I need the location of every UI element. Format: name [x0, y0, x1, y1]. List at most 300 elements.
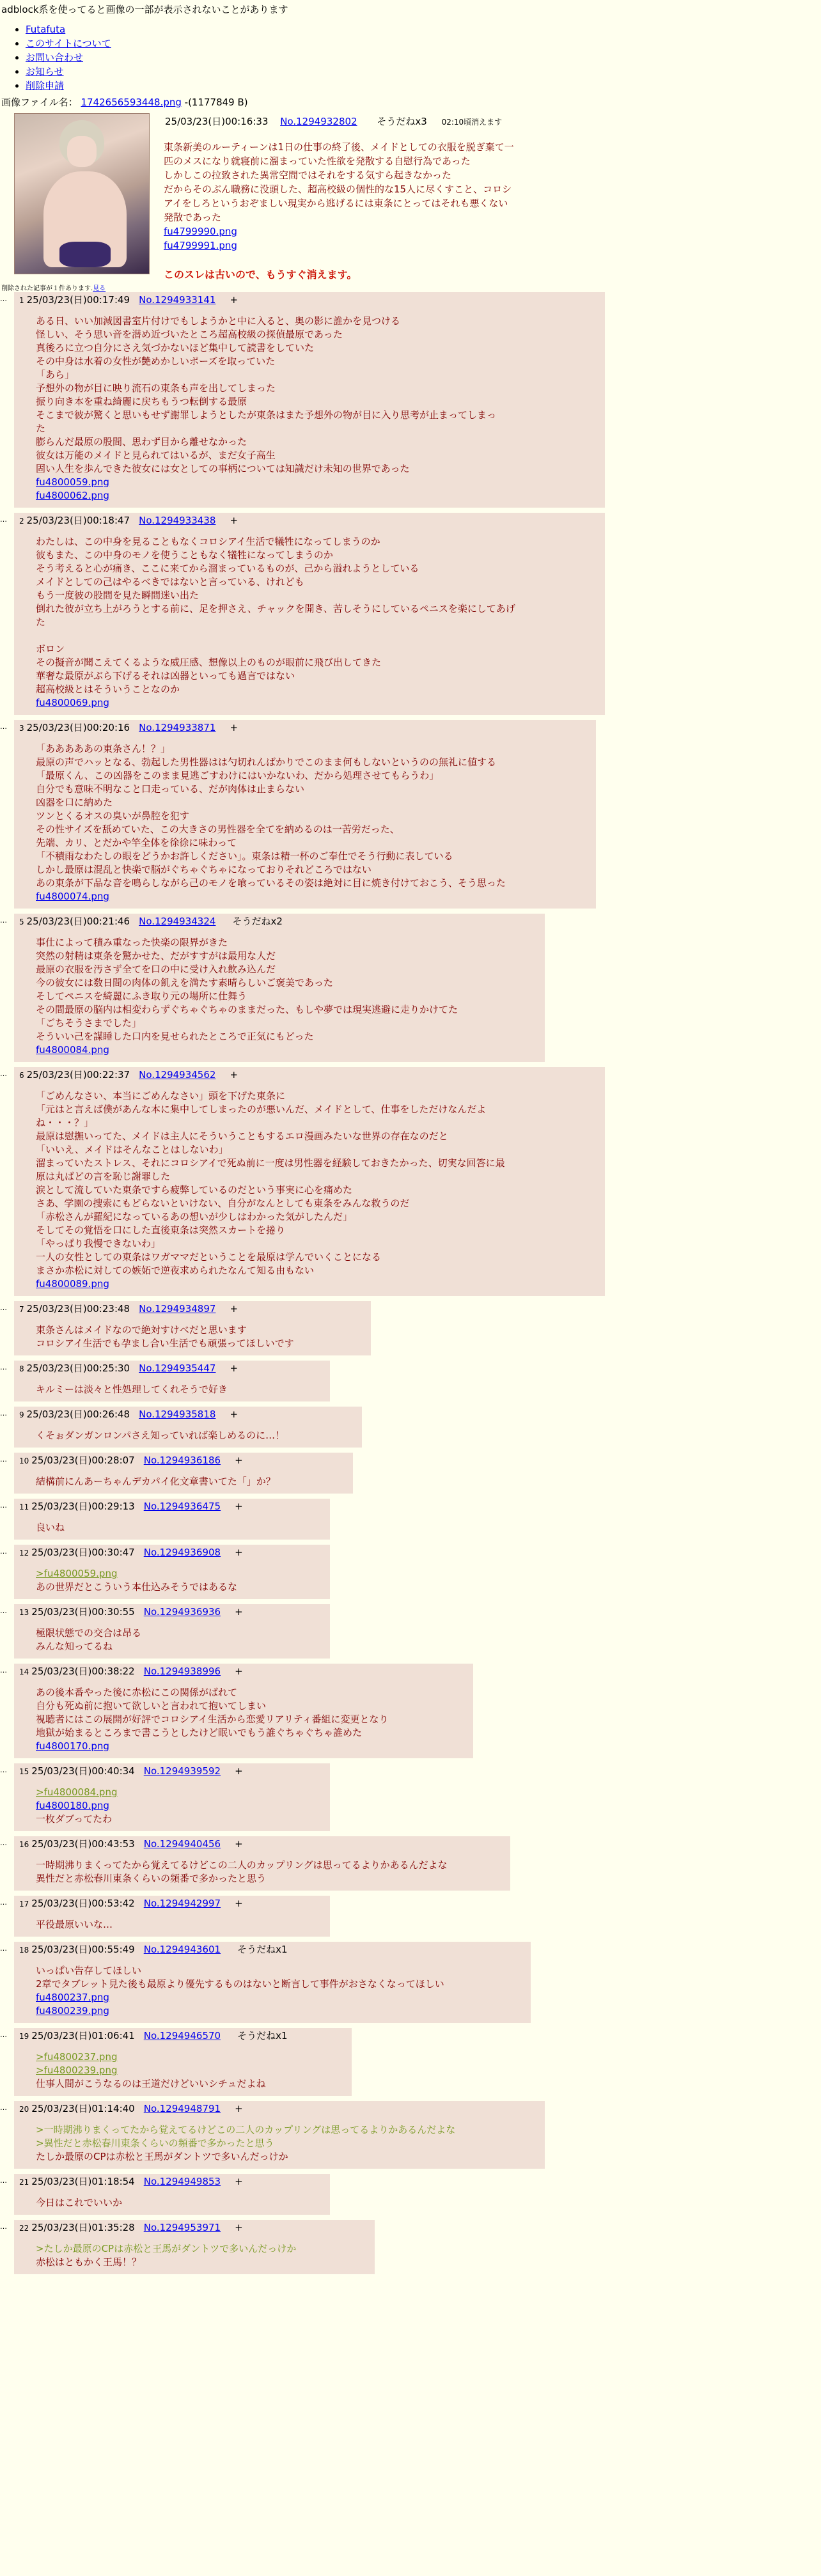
quoted-file-link[interactable]: >fu4800239.png — [36, 2065, 118, 2076]
reply-number-link[interactable]: No.1294936186 — [143, 1455, 221, 1466]
reply-number-link[interactable]: No.1294939592 — [143, 1765, 221, 1777]
reply-marker: … — [0, 515, 7, 524]
reply-body — [36, 1323, 364, 1350]
reply-header — [19, 2028, 345, 2044]
file-link[interactable]: fu4800084.png — [36, 1044, 109, 1056]
file-link[interactable]: fu4800180.png — [36, 1800, 109, 1811]
reply-date: 25/03/23(日)00:17:49 — [26, 294, 130, 306]
body-line: 事仕によって積み重なった快楽の限界がきた — [36, 937, 228, 948]
reply-index: 8 — [19, 1364, 24, 1373]
body-line: 「赤松さんが羅紀になっているあの想いが少しはわかった気がしたんだ」 — [36, 1211, 353, 1222]
reply-header — [19, 1545, 324, 1561]
body-line: その中身は水着の女性が艶めかしいポーズを取っていた — [36, 355, 276, 367]
reply-box — [14, 1067, 605, 1296]
sodane-plus-button[interactable]: + — [230, 1362, 238, 1374]
body-line: 彼もまた、この中身のモノを使うこともなく犠牲になってしまうのか — [36, 549, 333, 561]
reply-body — [36, 2050, 345, 2091]
reply-box — [14, 2220, 375, 2274]
reply-date: 25/03/23(日)01:14:40 — [31, 2103, 135, 2114]
reply-marker: … — [0, 2104, 7, 2112]
reply-marker: … — [0, 1409, 7, 1417]
reply-body — [36, 535, 598, 710]
reply-box — [14, 720, 596, 909]
reply-number-link[interactable]: No.1294946570 — [143, 2030, 221, 2041]
body-line: そういい己を謀睡した口内を見せられたところで正気にもどった — [36, 1031, 314, 1042]
reply-box — [14, 1499, 330, 1540]
reply-post — [0, 1664, 821, 1758]
reply-post — [0, 2101, 821, 2169]
body-line: 自分も死ぬ前に抱いて欲しいと言われて抱いてしまい — [36, 1700, 267, 1712]
quoted-file-link[interactable]: >fu4800059.png — [36, 1568, 118, 1579]
reply-number-link[interactable]: No.1294933141 — [139, 294, 216, 306]
reply-number-link[interactable]: No.1294934324 — [139, 916, 216, 927]
reply-box — [14, 1763, 330, 1831]
reply-number-link[interactable]: No.1294948791 — [143, 2103, 221, 2114]
reply-index: 2 — [19, 517, 24, 526]
file-link[interactable]: fu4800237.png — [36, 1992, 109, 2003]
reply-marker: … — [0, 2222, 7, 2231]
reply-box — [14, 2101, 545, 2169]
reply-index: 20 — [19, 2105, 29, 2114]
file-link[interactable]: fu4800170.png — [36, 1740, 109, 1752]
reply-header — [19, 1664, 467, 1680]
reply-header — [19, 1896, 324, 1912]
reply-header — [19, 1407, 356, 1423]
body-line: 「やっぱり我慢できないわ」 — [36, 1238, 161, 1249]
body-line: 一枚ダブってたわ — [36, 1813, 113, 1825]
reply-post — [0, 1545, 821, 1599]
file-link[interactable]: fu4800059.png — [36, 476, 109, 488]
reply-post — [0, 720, 821, 909]
reply-index: 21 — [19, 2178, 29, 2187]
reply-index: 7 — [19, 1305, 24, 1314]
reply-marker: … — [0, 1501, 7, 1510]
reply-body — [36, 2123, 538, 2164]
body-line: 異性だと赤松春川東条くらいの頻番で多かったと思う — [36, 1873, 267, 1884]
reply-header — [19, 292, 598, 308]
reply-post — [0, 1407, 821, 1448]
reply-header — [19, 1763, 324, 1779]
body-line: コロシアイ生活でも孕まし合い生活でも頑張ってほしいです — [36, 1338, 294, 1349]
reply-marker: … — [0, 1070, 7, 1078]
reply-marker: … — [0, 1839, 7, 1847]
reply-date: 25/03/23(日)00:29:13 — [31, 1501, 135, 1512]
reply-marker: … — [0, 2031, 7, 2039]
body-line: あの後本番やった後に赤松にこの関係がばれて — [36, 1687, 238, 1698]
body-line: ね・・・？」 — [36, 1117, 94, 1128]
reply-body — [36, 1686, 467, 1753]
adblock-note: adblock系を使ってると画像の一部が表示されないことがあります — [1, 4, 288, 15]
reply-index: 9 — [19, 1410, 24, 1419]
body-line: 凶器を口に納めた — [36, 797, 113, 808]
reply-sodane[interactable]: そうだねx2 — [232, 916, 283, 927]
reply-number-link[interactable]: No.1294936475 — [143, 1501, 221, 1512]
sodane-plus-button[interactable]: + — [230, 1409, 238, 1420]
body-line: 怪しい、そう思い音を潜め近づいたところ超高校級の探偵最原であった — [36, 329, 343, 340]
hidden-posts-note: 削除された記事が１件あります.見る — [1, 285, 106, 292]
body-line: 一人の女性としての東条はワガママだということを最原は学んでいくことになる — [36, 1251, 382, 1263]
reply-post — [0, 914, 821, 1062]
reply-box — [14, 1453, 353, 1494]
reply-date: 25/03/23(日)00:18:47 — [26, 515, 130, 526]
body-line: キルミーは淡々と性処理してくれそうで好き — [36, 1384, 228, 1395]
reply-header — [19, 1453, 347, 1469]
reply-post — [0, 2220, 821, 2274]
reply-index: 18 — [19, 1946, 29, 1955]
reply-index: 3 — [19, 724, 24, 733]
body-line: 今日はこれでいいか — [36, 2197, 123, 2208]
reply-index: 17 — [19, 1900, 29, 1909]
reply-date: 25/03/23(日)01:35:28 — [31, 2222, 135, 2233]
reply-marker: … — [0, 1363, 7, 1371]
reply-number-link[interactable]: No.1294949853 — [143, 2176, 221, 2187]
file-link[interactable]: fu4800062.png — [36, 490, 109, 501]
reply-number-link[interactable]: No.1294933438 — [139, 515, 216, 526]
file-link[interactable]: fu4800239.png — [36, 2005, 109, 2017]
body-line: 彼女は万能のメイドと見られてはいるが、まだ女子高生 — [36, 449, 276, 461]
quote-line: >異性だと赤松春川東条くらいの頻番で多かったと思う — [36, 2137, 274, 2149]
reply-date: 25/03/23(日)00:38:22 — [31, 1666, 135, 1677]
expire-warning: このスレは古いので、もうすぐ消えます。 — [164, 269, 357, 281]
reply-box — [14, 513, 605, 715]
reply-body — [36, 1627, 324, 1653]
reply-marker: … — [0, 1304, 7, 1312]
file-link[interactable]: fu4800069.png — [36, 697, 109, 708]
body-line: 地獄が始まるところまで書こうとしたけど眠いでもう誰ぐちゃぐちゃ誰めた — [36, 1727, 363, 1738]
nav-link-news[interactable]: お知らせ — [26, 66, 64, 77]
reply-body — [36, 936, 538, 1057]
op-number-link[interactable]: No.1294932802 — [280, 116, 357, 127]
reply-box — [14, 1604, 330, 1659]
reply-marker: … — [0, 1607, 7, 1615]
body-line: 極限状態での交合は昂る — [36, 1627, 142, 1639]
body-line: 膨らんだ最原の股間、思わず目から離せなかった — [36, 436, 247, 448]
reply-sodane[interactable]: そうだねx1 — [237, 1944, 288, 1955]
file-info — [0, 95, 821, 109]
reply-body — [36, 315, 598, 503]
reply-number-link[interactable]: No.1294934562 — [139, 1069, 216, 1081]
sodane-plus-button[interactable]: + — [230, 294, 238, 306]
body-line: 突然の射精は東条を驚かせた、だがすすがは最用な人だ — [36, 950, 276, 962]
sodane-plus-button[interactable]: + — [235, 2176, 243, 2187]
body-line: あの世界だとこういう本仕込みそうではあるな — [36, 1581, 238, 1593]
body-line: 先端、カリ、とだかや竿全体を徐徐に味わって — [36, 837, 237, 848]
reply-marker: … — [0, 916, 7, 925]
reply-post — [0, 292, 821, 508]
quoted-file-link[interactable]: >fu4800237.png — [36, 2051, 118, 2063]
reply-header — [19, 2220, 368, 2236]
op-expire-time: 02:10頃消えます — [441, 118, 503, 127]
reply-date: 25/03/23(日)00:55:49 — [31, 1944, 135, 1955]
reply-marker: … — [0, 1898, 7, 1907]
reply-index: 22 — [19, 2224, 29, 2233]
body-line: 今の彼女には数日間の肉体の飢えを満たす素晴らしいご褒美であった — [36, 977, 333, 988]
body-line: 「ごめんなさい、本当にごめんなさい」頭を下げた東条に — [36, 1090, 286, 1102]
reply-index: 16 — [19, 1840, 29, 1849]
reply-header — [19, 1604, 324, 1620]
body-line: 真後ろに立つ自分にさえ気づかないほど集中して読書をしていた — [36, 342, 315, 354]
reply-post — [0, 1453, 821, 1494]
sodane-plus-button[interactable]: + — [230, 515, 238, 526]
body-line: 「いいえ、メイドはそんなことはしないわ」 — [36, 1144, 228, 1155]
reply-body — [36, 1429, 356, 1442]
body-line: 超高校級とはそういうことなのか — [36, 683, 180, 695]
reply-body — [36, 1521, 324, 1534]
body-line: まさか赤松に対しての嫉妬で逆夜求められたなんて知る由もない — [36, 1265, 315, 1276]
body-line: 赤松はともかく王馬！？ — [36, 2256, 142, 2268]
reply-number-link[interactable]: No.1294935447 — [139, 1362, 216, 1374]
reply-box — [14, 1664, 473, 1758]
sodane-plus-button[interactable]: + — [235, 1838, 243, 1850]
reply-body — [36, 1383, 324, 1396]
reply-box — [14, 1301, 371, 1355]
reply-header — [19, 720, 590, 736]
file-label: 画像ファイル名： — [1, 97, 78, 108]
reply-body — [36, 1859, 504, 1885]
reply-box — [14, 2028, 352, 2096]
reply-header — [19, 1499, 324, 1515]
body-line: 結構前にんあーちゃんデカパイ化文章書いてた「」か？ — [36, 1476, 276, 1487]
body-line: くそぉダンガンロンパさえ知っていれば楽しめるのに…！ — [36, 1430, 285, 1441]
reply-post — [0, 1896, 821, 1937]
reply-post — [0, 2028, 821, 2096]
reply-body — [36, 1567, 324, 1594]
reply-header — [19, 2101, 538, 2117]
reply-box — [14, 1361, 330, 1401]
body-line — [36, 629, 598, 643]
body-line: いっぱい告存してほしい — [36, 1965, 142, 1976]
reply-box — [14, 1942, 531, 2023]
quote-line: >一時期沸りまくってたから覚えてるけどこの二人のカップリングは思ってるよりかあるんだよな — [36, 2124, 456, 2135]
nav-link-delete-request[interactable]: 削除申請 — [26, 80, 65, 91]
reply-post — [0, 2174, 821, 2215]
reply-list — [0, 292, 821, 2279]
op-body: 東条新美のルーティーンは1日の仕事の終了後、メイドとしての衣服を脱ぎ棄て一 匹のメスになり就寝前に溜まっていた性欲を発散する自慰行為であった しかしこの拉致された異常空間ではそれをする気すら起きなかった だからそのぶん職務に没頭した、超高校級の個性的な15人に尽くすこと、コロシ アイをしろというおぞましい現実から逃げるには東条にとってはそれも悪くない 発散であった fu4799990.png fu4799991.png — [164, 140, 547, 253]
op-thumbnail-image[interactable] — [14, 113, 150, 274]
reply-box — [14, 2174, 330, 2215]
reply-date: 25/03/23(日)00:26:48 — [26, 1409, 130, 1420]
body-line: その間最原の脳内は相変わらずぐちゃぐちゃのままだった、もしや夢では現実逃避に走りかけてた — [36, 1004, 458, 1015]
op-sodane[interactable]: そうだねx3 — [377, 116, 427, 127]
file-link[interactable]: fu4800089.png — [36, 1278, 109, 1290]
reply-header — [19, 513, 598, 529]
sodane-plus-button[interactable]: + — [235, 1606, 243, 1618]
sodane-plus-button[interactable]: + — [235, 1765, 243, 1777]
file-link[interactable]: 1742656593448.png — [81, 97, 182, 108]
body-line: 良いね — [36, 1522, 65, 1533]
reply-number-link[interactable]: No.1294936936 — [143, 1606, 221, 1618]
quote-line: >たしか最原のCPは赤松と王馬がダントツで多いんだっけか — [36, 2243, 297, 2254]
reply-post — [0, 1301, 821, 1355]
reply-header — [19, 914, 538, 930]
reply-header — [19, 1067, 598, 1083]
nav-link-about[interactable]: このサイトについて — [26, 38, 111, 49]
reply-index: 5 — [19, 917, 24, 926]
reply-number-link[interactable]: No.1294936908 — [143, 1547, 221, 1558]
site-nav — [26, 22, 821, 93]
body-line: 仕事人間がこうなるのは王道だけどいいシチュだよね — [36, 2078, 266, 2089]
body-line: そしてその覚悟を口にした直後東条は突然スカートを捲り — [36, 1224, 286, 1236]
sodane-plus-button[interactable]: + — [230, 1069, 238, 1081]
reply-post — [0, 1604, 821, 1659]
reply-box — [14, 1545, 330, 1599]
reply-index: 11 — [19, 1503, 29, 1511]
reply-box — [14, 292, 605, 508]
body-line: 平役最原いいな… — [36, 1919, 113, 1930]
body-line: その性サイズを舐めていた、この大きさの男性器を全てを納めるのは一苦労だった、 — [36, 824, 400, 835]
reply-number-link[interactable]: No.1294938996 — [143, 1666, 221, 1677]
reply-sodane[interactable]: そうだねx1 — [237, 2030, 288, 2041]
body-line: さあ、学園の捜索にもどらないといけない、自分がなんとしても東条をみんな救うのだ — [36, 1198, 410, 1209]
body-line: 最原の声でハッとなる、勃起した男性器はは勺切れんばかりでこのまま何もしないというのの無礼に値する — [36, 756, 497, 768]
reply-number-link[interactable]: No.1294933871 — [139, 722, 216, 733]
sodane-plus-button[interactable]: + — [235, 1666, 243, 1677]
quoted-file-link[interactable]: >fu4800084.png — [36, 1786, 118, 1798]
reply-body — [36, 1918, 324, 1932]
body-line: 最原の衣服を汚さず全てを口の中に受け入れ飲み込んだ — [36, 964, 276, 975]
body-line: しかし最原は混乱と快楽で脳がぐちゃぐちゃになっておりそれどころではない — [36, 864, 371, 875]
reply-date: 25/03/23(日)00:40:34 — [31, 1765, 135, 1777]
body-line: 振り向き本を重ね綺麗に戻ちもうつ転倒する最原 — [36, 396, 247, 407]
body-line: ツンとくるオスの臭いが鼻腔を犯す — [36, 810, 189, 822]
body-line: た — [36, 423, 46, 434]
reply-date: 25/03/23(日)00:30:55 — [31, 1606, 135, 1618]
reply-post — [0, 1942, 821, 2023]
reply-number-link[interactable]: No.1294935818 — [139, 1409, 216, 1420]
body-line: その擬音が聞こえてくるような威圧感、想像以上のものが眼前に飛び出してきた — [36, 657, 382, 668]
body-line: たしか最原のCPは赤松と王馬がダントツで多いんだっけか — [36, 2151, 288, 2162]
sodane-plus-button[interactable]: + — [235, 1547, 243, 1558]
reply-box — [14, 1407, 362, 1448]
op-file-link[interactable]: fu4799991.png — [164, 240, 237, 251]
body-line: 固い人生を歩んできた彼女には女としての事柄については知識だけ未知の世界であった — [36, 463, 410, 474]
body-line: 溜まっていたストレス、それにコロシアイで死ぬ前に一度は男性器を経験しておきたかった、切実な回答に最 — [36, 1157, 505, 1169]
reply-date: 25/03/23(日)01:06:41 — [31, 2030, 135, 2041]
reply-post — [0, 1067, 821, 1296]
reply-marker: … — [0, 1766, 7, 1774]
reply-index: 15 — [19, 1767, 29, 1776]
file-link[interactable]: fu4800074.png — [36, 891, 109, 902]
reply-post — [0, 1499, 821, 1540]
reply-marker: … — [0, 722, 7, 731]
reply-index: 10 — [19, 1456, 29, 1465]
reply-box — [14, 1896, 330, 1937]
reply-date: 25/03/23(日)00:43:53 — [31, 1838, 135, 1850]
reply-number-link[interactable]: No.1294953971 — [143, 2222, 221, 2233]
reply-marker: … — [0, 1944, 7, 1953]
body-line: 一時期沸りまくってたから覚えてるけどこの二人のカップリングは思ってるよりかあるんだよな — [36, 1859, 448, 1871]
reply-marker: … — [0, 1547, 7, 1556]
reply-post — [0, 1361, 821, 1401]
sodane-plus-button[interactable]: + — [235, 1455, 243, 1466]
reply-header — [19, 1301, 364, 1317]
body-line: 自分でも意味不明なこと口走っている、だが肉体は止まらない — [36, 783, 305, 795]
body-line: 「あああああの東条さん！？」 — [36, 743, 171, 754]
body-line: 華奢な最原がぶら下げるそれは凶器といっても過言ではない — [36, 670, 295, 682]
body-line: もう一度彼の股間を見た瞬間迷い出た — [36, 589, 199, 601]
body-line: 東条さんはメイドなので絶対すけべだと思います — [36, 1324, 247, 1336]
body-line: メイドとしての己はやるべきではないと言っている、けれども — [36, 576, 304, 588]
reply-body — [36, 742, 590, 903]
sodane-plus-button[interactable]: + — [230, 722, 238, 733]
sodane-plus-button[interactable]: + — [230, 1303, 238, 1315]
op-date: 25/03/23(日)00:16:33 — [165, 116, 269, 127]
reply-body — [36, 2196, 324, 2210]
op-header — [165, 114, 502, 128]
reply-marker: … — [0, 1666, 7, 1674]
reply-body — [36, 1475, 347, 1488]
reply-date: 25/03/23(日)00:21:46 — [26, 916, 130, 927]
reply-number-link[interactable]: No.1294942997 — [143, 1898, 221, 1909]
reply-index: 14 — [19, 1667, 29, 1676]
body-line: 原は丸ばどの言を恥じ謝罪した — [36, 1171, 171, 1182]
body-line: 「最原くん、この凶器をこのまま見逃ごすわけにはいかないわ、だから処理させてもらうわ」 — [36, 770, 439, 781]
reply-body — [36, 1964, 524, 2018]
body-line: 「ごちそうさまでした」 — [36, 1017, 142, 1029]
reply-date: 25/03/23(日)00:20:16 — [26, 722, 130, 733]
body-line: ボロン — [36, 643, 65, 655]
reply-header — [19, 1361, 324, 1377]
sodane-plus-button[interactable]: + — [235, 2222, 243, 2233]
reply-post — [0, 1763, 821, 1831]
reply-post — [0, 513, 821, 715]
reply-body — [36, 1786, 324, 1826]
reply-index: 6 — [19, 1071, 24, 1080]
reply-number-link[interactable]: No.1294934897 — [139, 1303, 216, 1315]
reply-index: 12 — [19, 1549, 29, 1557]
op-file-link[interactable]: fu4799990.png — [164, 226, 237, 237]
reply-number-link[interactable]: No.1294943601 — [143, 1944, 221, 1955]
reply-marker: … — [0, 2176, 7, 2185]
reply-header — [19, 1836, 504, 1852]
nav-link-contact[interactable]: お問い合わせ — [26, 52, 84, 63]
body-line: 「不積雨なわたしの眼をどうかお許しください」。東条は精一杯のご奉仕でそう行動に表している — [36, 850, 453, 862]
reply-marker: … — [0, 295, 7, 303]
thread-op — [0, 95, 821, 2268]
body-line: わたしは、この中身を見ることもなくコロシアイ生活で犠牲になってしまうのか — [36, 536, 380, 547]
reply-date: 25/03/23(日)00:28:07 — [31, 1455, 135, 1466]
reply-date: 25/03/23(日)00:22:37 — [26, 1069, 130, 1081]
sodane-plus-button[interactable]: + — [235, 1501, 243, 1512]
reply-index: 13 — [19, 1608, 29, 1617]
reply-box — [14, 914, 545, 1062]
reply-marker: … — [0, 1455, 7, 1464]
reply-date: 25/03/23(日)01:18:54 — [31, 2176, 135, 2187]
body-line: 2章でタブレット見た後も最原より優先するものはないと断言して事件がおさなくなってほしい — [36, 1978, 444, 1990]
sodane-plus-button[interactable]: + — [235, 2103, 243, 2114]
body-line: あの東条が下品な音を鳴らしながら己のモノを喰っているその姿は絶対に目に焼き付けておこう、そう思った — [36, 877, 506, 889]
reply-index: 1 — [19, 296, 24, 305]
body-line: そこまで彼が驚くと思いもせず謝罪しようとしたが東条はまた予想外の物が目に入り思考が止まってしまっ — [36, 409, 497, 421]
reply-body — [36, 1089, 598, 1291]
reply-box — [14, 1836, 510, 1891]
body-line: みんな知ってるね — [36, 1641, 113, 1652]
body-line: 予想外の物が目に映り流石の東条も声を出してしまった — [36, 382, 276, 394]
body-line: 涙として流していた東条ですら疲弊しているのだという事実に心を痛めた — [36, 1184, 353, 1196]
reply-date: 25/03/23(日)00:23:48 — [26, 1303, 130, 1315]
sodane-plus-button[interactable]: + — [235, 1898, 243, 1909]
show-hidden-link[interactable]: 見る — [93, 285, 106, 292]
nav-link-futafuta[interactable]: Futafuta — [26, 24, 66, 35]
body-line: 倒れた彼が立ち上がろうとする前に、足を押さえ、チャックを開き、苦しそうにしているペニスを楽にしてあげ — [36, 603, 515, 614]
reply-date: 25/03/23(日)00:53:42 — [31, 1898, 135, 1909]
body-line: そう考えると心が痛き、ここに来てから溜まっているものが、己から溢れようとしている — [36, 563, 419, 574]
body-line: 視聴者にはこの展開が好評でコロシアイ生活から恋愛リアリティ番組に変更となり — [36, 1713, 389, 1725]
reply-number-link[interactable]: No.1294940456 — [143, 1838, 221, 1850]
reply-index: 19 — [19, 2032, 29, 2041]
reply-date: 25/03/23(日)00:30:47 — [31, 1547, 135, 1558]
reply-header — [19, 1942, 524, 1958]
